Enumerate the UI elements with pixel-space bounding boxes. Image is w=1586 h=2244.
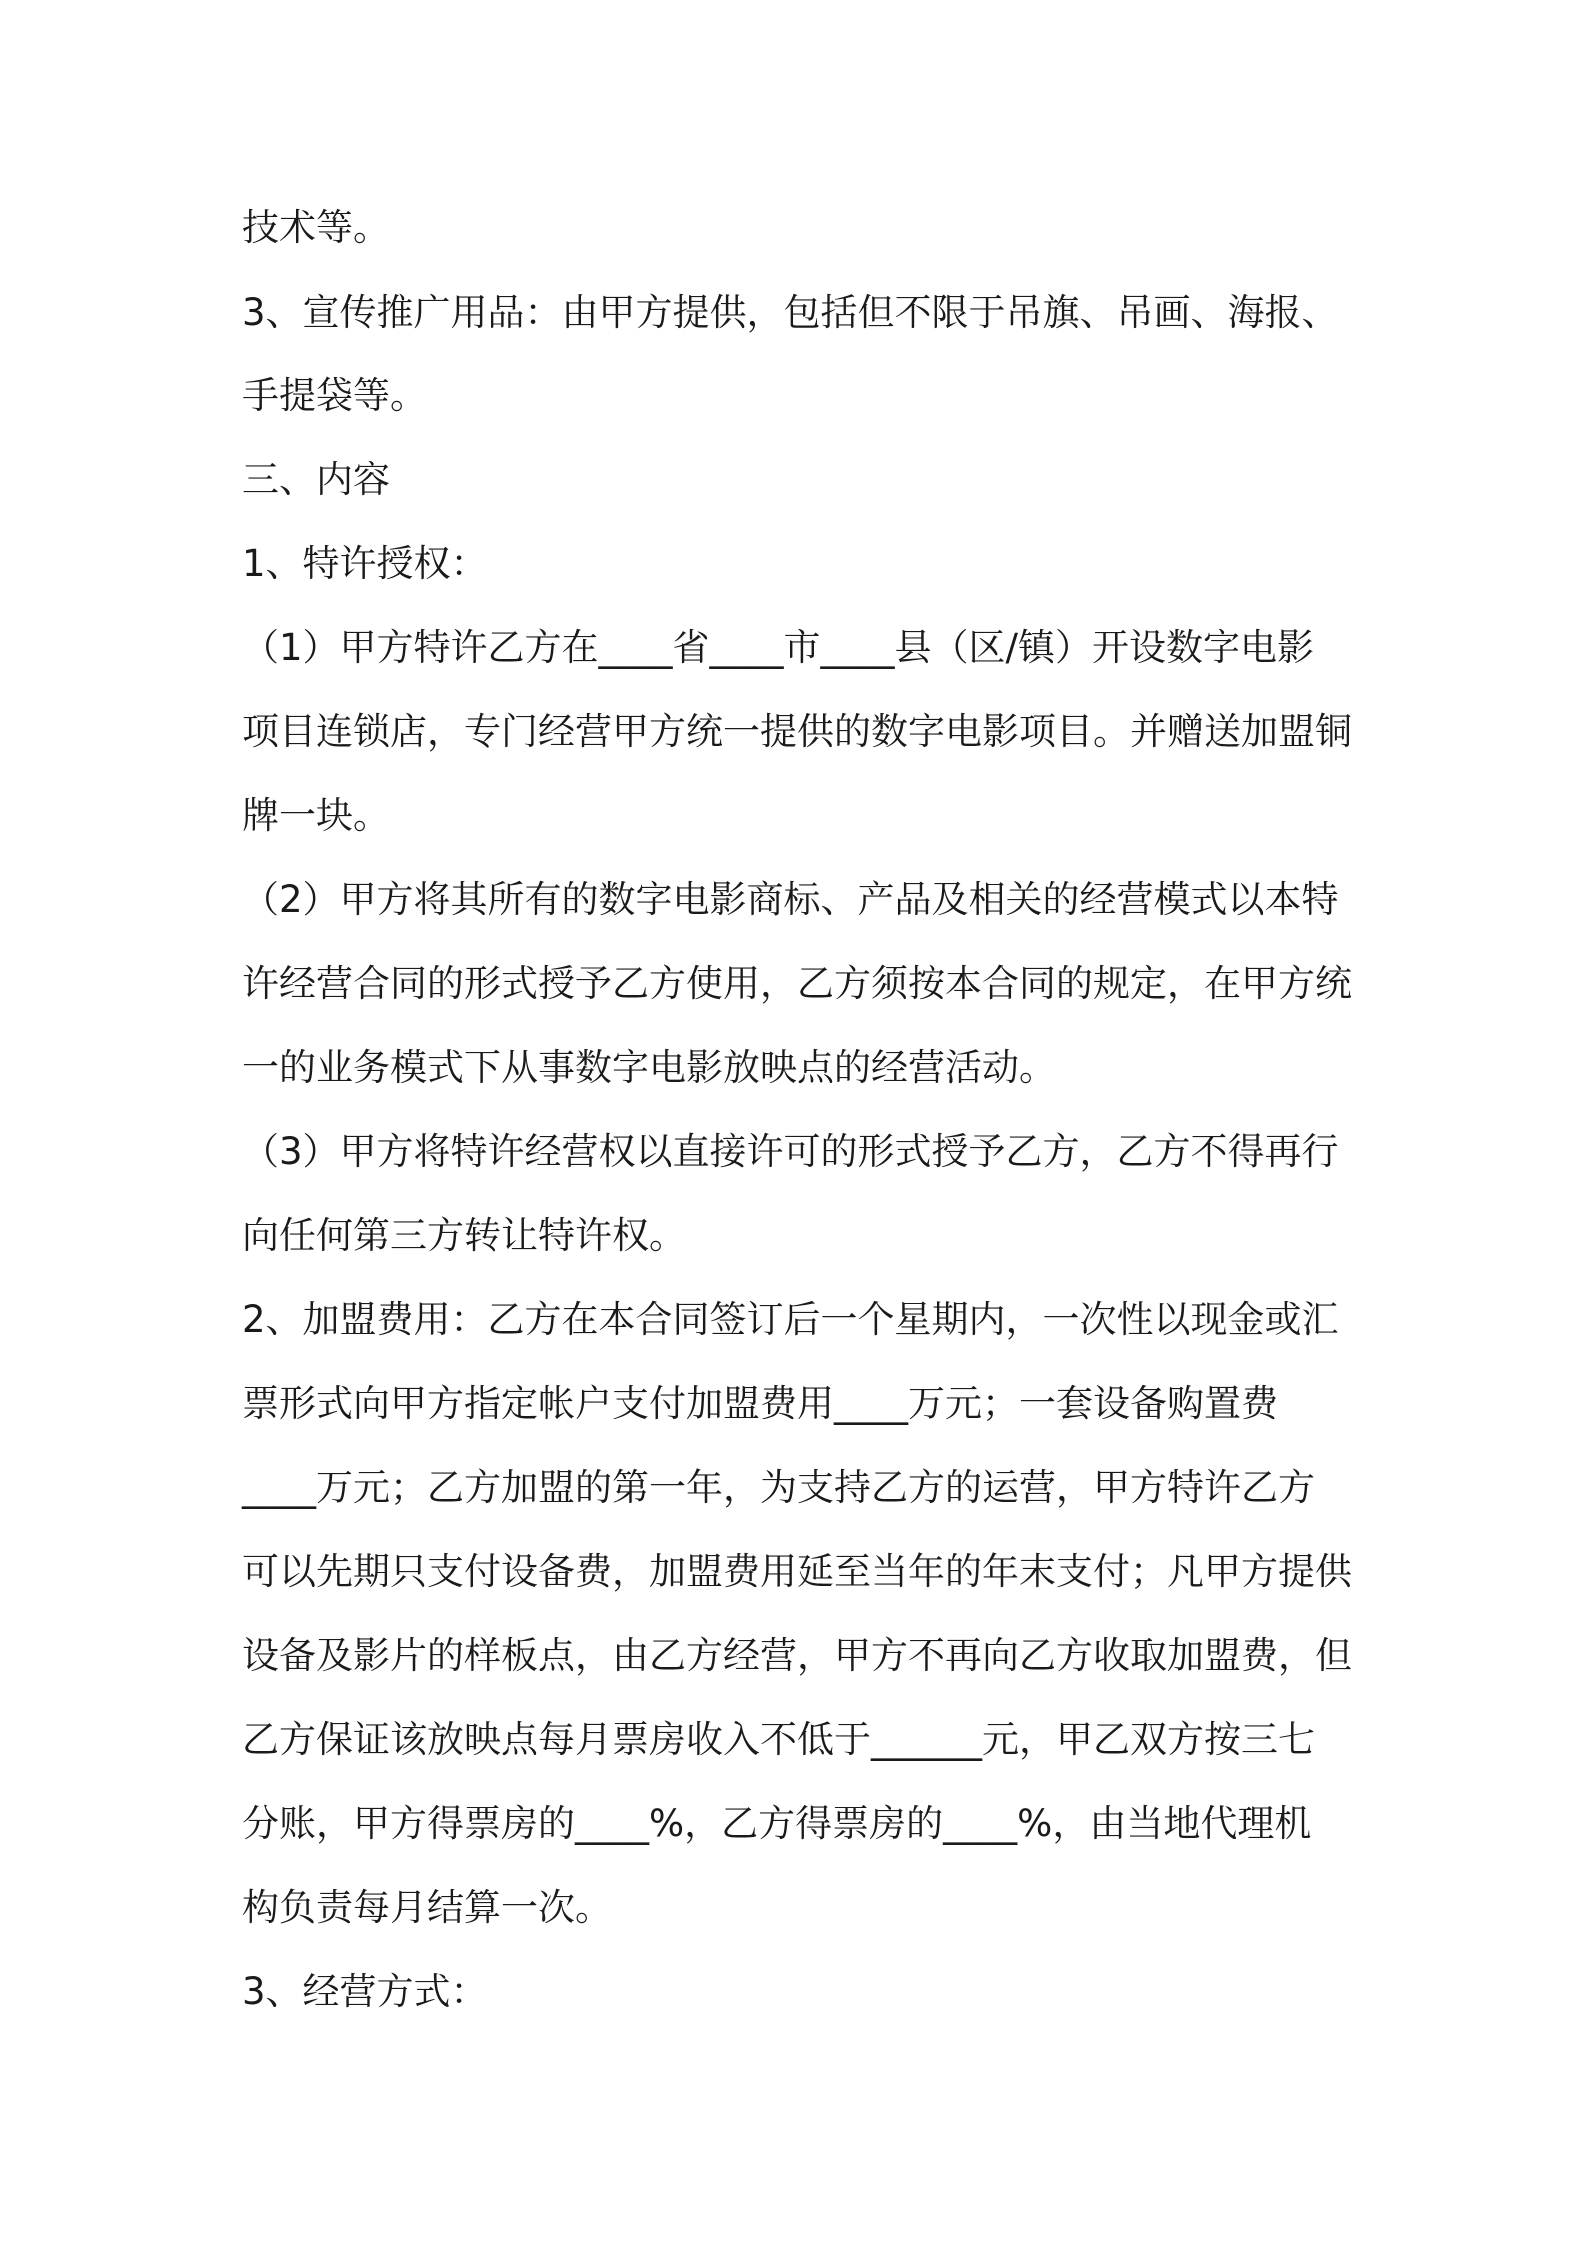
text-line: 设备及影片的样板点，由乙方经营，甲方不再向乙方收取加盟费，但: [242, 1634, 1352, 1677]
text-line: 乙方保证该放映点每月票房收入不低于______元，甲乙双方按三七: [242, 1718, 1315, 1761]
text-line: （1）甲方特许乙方在____省____市____县（区/镇）开设数字电影: [242, 626, 1315, 669]
text-line: （3）甲方将特许经营权以直接许可的形式授予乙方，乙方不得再行: [242, 1130, 1339, 1173]
text-line: 一的业务模式下从事数字电影放映点的经营活动。: [242, 1046, 1056, 1089]
text-line: 牌一块。: [242, 794, 390, 837]
text-line: 手提袋等。: [242, 374, 427, 417]
text-line: （2）甲方将其所有的数字电影商标、产品及相关的经营模式以本特: [242, 878, 1339, 921]
text-line: 技术等。: [242, 206, 390, 249]
text-line: 可以先期只支付设备费，加盟费用延至当年的年末支付；凡甲方提供: [242, 1550, 1352, 1593]
text-line: 2、加盟费用：乙方在本合同签订后一个星期内，一次性以现金或汇: [242, 1298, 1339, 1341]
text-line: ____万元；乙方加盟的第一年，为支持乙方的运营，甲方特许乙方: [242, 1466, 1315, 1509]
text-line: 分账，甲方得票房的____%，乙方得票房的____%，由当地代理机: [242, 1802, 1312, 1845]
text-line: 3、经营方式：: [242, 1970, 488, 2013]
text-line: 票形式向甲方指定帐户支付加盟费用____万元；一套设备购置费: [242, 1382, 1278, 1425]
text-line: 向任何第三方转让特许权。: [242, 1214, 686, 1257]
text-line: 构负责每月结算一次。: [242, 1886, 612, 1929]
section-heading: 三、内容: [242, 458, 390, 501]
text-line: 3、宣传推广用品：由甲方提供，包括但不限于吊旗、吊画、海报、: [242, 291, 1339, 334]
text-line: 1、特许授权：: [242, 542, 488, 585]
text-line: 项目连锁店，专门经营甲方统一提供的数字电影项目。并赠送加盟铜: [242, 710, 1352, 753]
text-line: 许经营合同的形式授予乙方使用，乙方须按本合同的规定，在甲方统: [242, 962, 1352, 1005]
